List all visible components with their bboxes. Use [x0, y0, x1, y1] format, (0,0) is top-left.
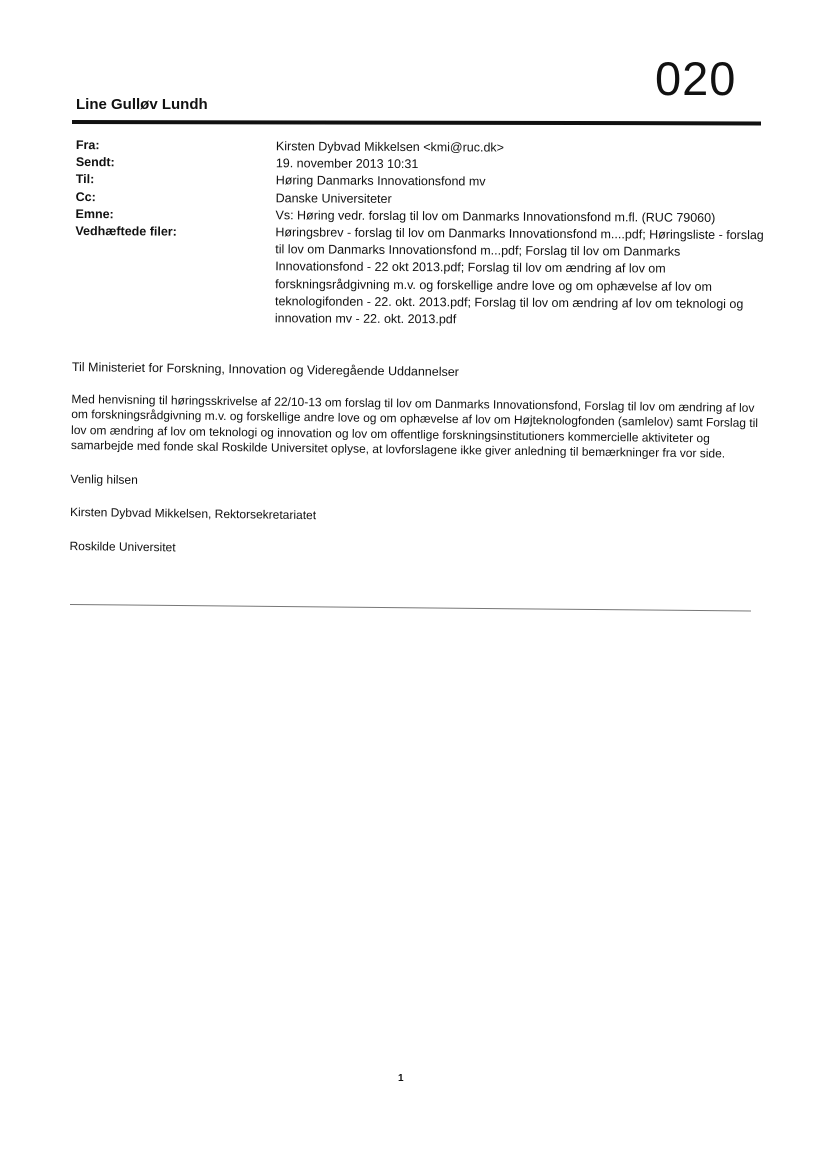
field-sent-label: Sendt:: [75, 155, 115, 170]
field-to-label: Til:: [75, 172, 95, 187]
email-header-fields: [75, 137, 766, 330]
body-organization: Roskilde Universitet: [69, 538, 176, 554]
email-body: [69, 360, 771, 563]
body-signature: Kirsten Dybvad Mikkelsen, Rektorsekretariatet: [69, 504, 317, 523]
field-from-label: Fra:: [75, 137, 100, 153]
field-attachments-label: Vedhæftede filer:: [75, 224, 177, 239]
body-paragraph: Med henvisning til høringsskrivelse af 22/10-13 om forslag til lov om Danmarks Innovationsfond, Forslag til lov om ændring af lov om forskningsrådgivning m.v. og forskellige andre love og om ophævelse af lov om Højteknologfonden (samlelov) samt Forslag til lov om ændring af lov om teknologi og innovation og lov om offentlige forskningsinstitutioners kommercielle aktiviteter og samarbejde med fonde skal Roskilde Universitet oplyse, at lovforslagene ikke giver anledning til bemærkninger fra vor side.: [70, 391, 759, 461]
field-sent-value: 19. november 2013 10:31: [275, 156, 419, 172]
field-from-value: Kirsten Dybvad Mikkelsen <kmi@ruc.dk>: [275, 139, 505, 155]
field-to-value: Høring Danmarks Innovationsfond mv: [275, 173, 486, 189]
field-cc-value: Danske Universiteter: [275, 190, 392, 206]
field-attachments: [75, 223, 766, 330]
field-subject-value: Vs: Høring vedr. forslag til lov om Danmarks Innovationsfond m.fl. (RUC 79060): [275, 208, 716, 225]
field-subject-label: Emne:: [75, 206, 114, 222]
field-attachments-value: Høringsbrev - forslag til lov om Danmarks Innovationsfond m....pdf; Høringsliste - forslag til lov om Danmarks Innovationsfond m...pdf; Forslag til lov om Danmarks Innovationsfond - 22 okt 2013.pdf; Forslag til lov om ændring af lov om forskningsrådgivning m.v. og forskellige andre love og om ophævelse af lov om teknologifonden - 22. okt. 2013.pdf; Forslag til lov om ændring af lov om teknologi og innovation mv - 22. okt. 2013.pdf: [274, 225, 764, 327]
header-divider: [72, 120, 761, 125]
footer-divider: [70, 604, 751, 612]
page-stamp-number: 020: [655, 52, 737, 105]
body-greeting: Til Ministeriet for Forskning, Innovation og Videregående Uddannelser: [71, 360, 459, 380]
page-footer-number: 1: [398, 1073, 404, 1084]
body-closing: Venlig hilsen: [70, 471, 138, 487]
field-cc-label: Cc:: [75, 189, 96, 204]
sender-name-heading: Line Gulløv Lundh: [76, 96, 208, 113]
